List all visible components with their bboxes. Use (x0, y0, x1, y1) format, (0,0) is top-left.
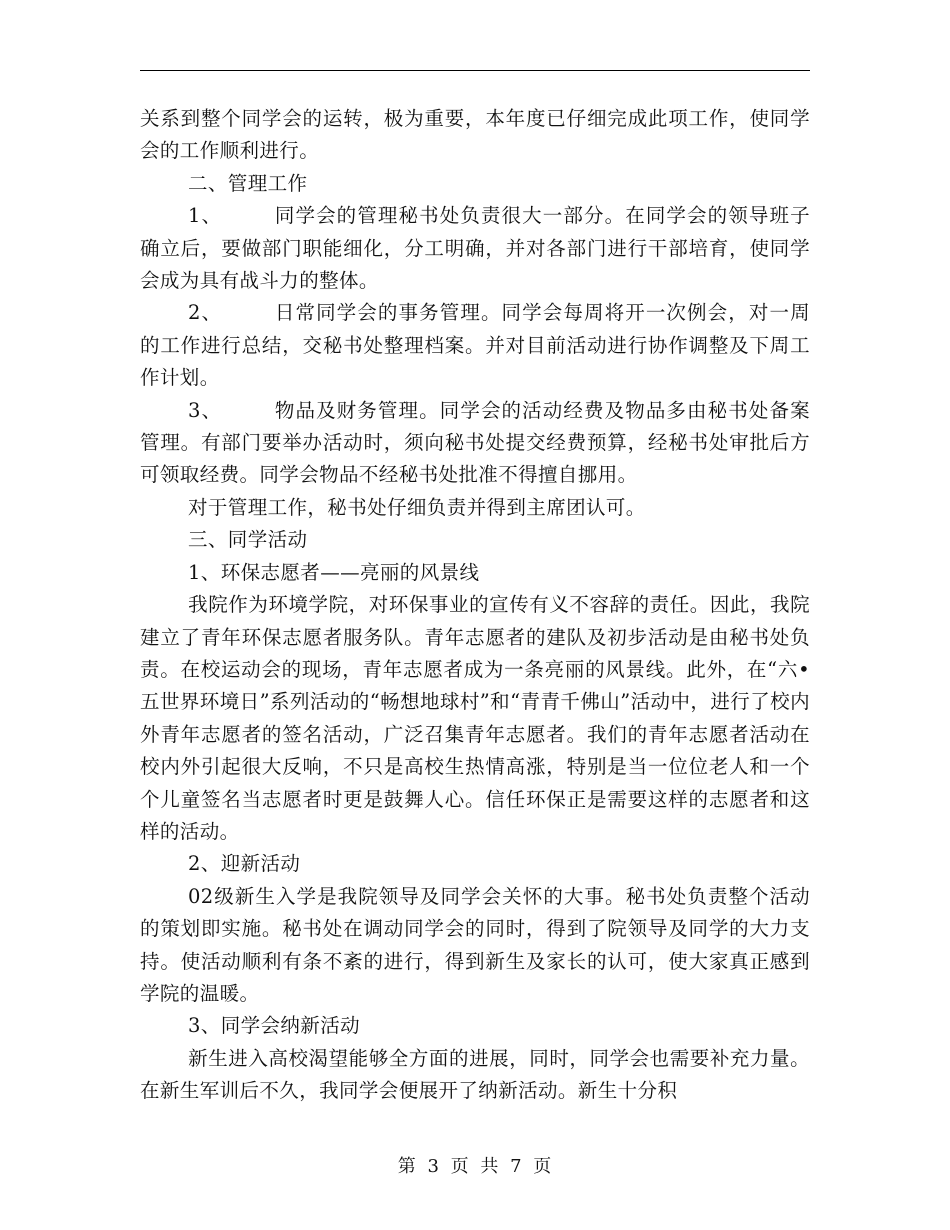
section-heading: 二、管理工作 (188, 171, 308, 195)
paragraph: 关系到整个同学会的运转，极为重要，本年度已仔细完成此项工作，使同学会的工作顺利进行。 (140, 107, 810, 163)
page-footer: 第 3 页 共 7 页 (397, 1156, 553, 1177)
total-pages: 7 (510, 1156, 523, 1177)
subsection-heading: 2、迎新活动 (188, 852, 301, 876)
numbered-paragraph: 1、 同学会的管理秘书处负责很大一部分。在同学会的领导班子确立后，要做部门职能细化，分工明确，并对各部门进行干部培育，使同学会成为具有战斗力的整体。 (140, 204, 810, 293)
item-number: 2、 (188, 301, 223, 325)
paragraph: 对于管理工作，秘书处仔细负责并得到主席团认可。 (188, 495, 646, 519)
document-body (140, 103, 810, 1108)
numbered-paragraph: 3、 物品及财务管理。同学会的活动经费及物品多由秘书处备案管理。有部门要举办活动时，须向秘书处提交经费预算，经秘书处审批后方可领取经费。同学会物品不经秘书处批准不得擅自挪用。 (140, 398, 810, 487)
subsection-heading: 3、同学会纳新活动 (188, 1014, 361, 1038)
paragraph: 02级新生入学是我院领导及同学会关怀的大事。秘书处负责整个活动的策划即实施。秘书处在调动同学会的同时，得到了院领导及同学的大力支持。使活动顺利有条不紊的进行，得到新生及家长的认可，使大家真正感到学院的温暖。 (140, 884, 810, 1005)
item-number: 1、 (188, 204, 223, 228)
section-heading: 三、同学活动 (188, 528, 308, 552)
paragraph: 新生进入高校渴望能够全方面的进展，同时，同学会也需要补充力量。在新生军训后不久，我同学会便展开了纳新活动。新生十分积 (140, 1046, 810, 1103)
subsection-heading: 1、环保志愿者——亮丽的风景线 (188, 560, 480, 584)
page-number: 3 (427, 1156, 440, 1177)
numbered-paragraph: 2、 日常同学会的事务管理。同学会每周将开一次例会，对一周的工作进行总结，交秘书处整理档案。并对目前活动进行协作调整及下周工作计划。 (140, 301, 810, 390)
paragraph: 我院作为环境学院，对环保事业的宣传有义不容辞的责任。因此，我院建立了青年环保志愿者服务队。青年志愿者的建队及初步活动是由秘书处负责。在校运动会的现场，青年志愿者成为一条亮丽的风景线。此外，在“六•五世界环境日”系列活动的“畅想地球村”和“青青千佛山”活动中，进行了校内外青年志愿者的签名活动，广泛召集青年志愿者。我们的青年志愿者活动在校内外引起很大反响，不只是高校生热情高涨，特别是当一位位老人和一个个儿童签名当志愿者时更是鼓舞人心。信任环保正是需要这样的志愿者和这样的活动。 (140, 593, 810, 843)
item-number: 3、 (188, 398, 223, 422)
header-rule (140, 70, 810, 71)
